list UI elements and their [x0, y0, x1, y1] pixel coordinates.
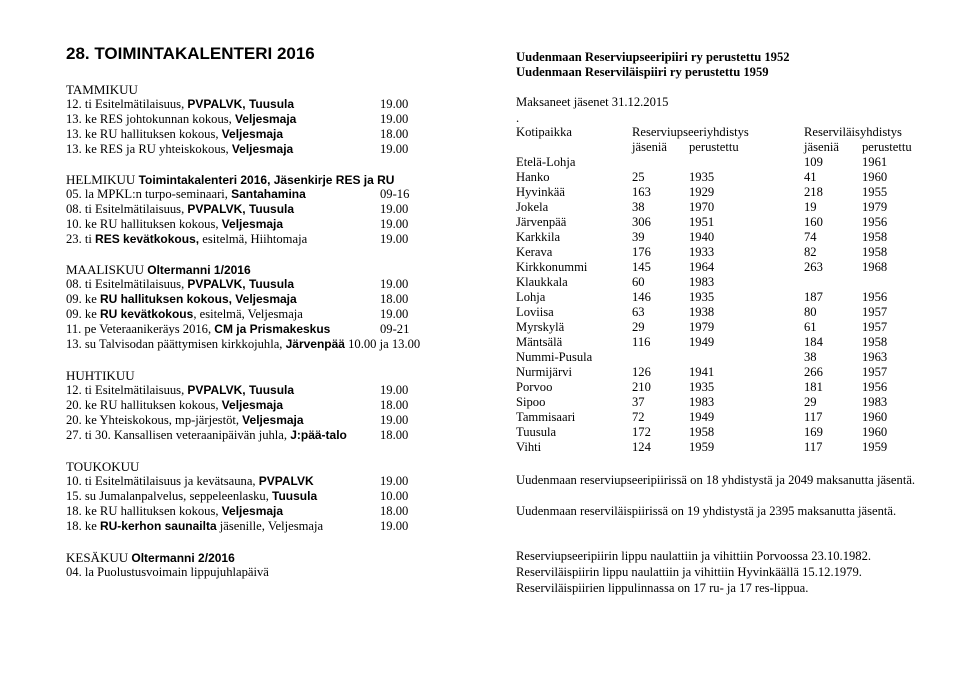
event-hl: Veljesmaja [221, 504, 284, 518]
cell-rl-perustettu: 1957 [862, 305, 888, 319]
cell-kotipaikka: Tuusula [516, 425, 557, 439]
month-section-maaliskuu [66, 262, 421, 352]
cell-ru-jaseniä: 116 [632, 335, 651, 349]
cell-ru-perustettu: 1935 [689, 380, 715, 394]
event-pre: 13. ke RES ja RU yhteiskokous, [66, 142, 232, 156]
month-name: MAALISKUU [66, 262, 148, 277]
cell-ru-perustettu: 1949 [689, 335, 715, 349]
event-item [66, 277, 409, 292]
event-time: 19.00 [380, 474, 409, 488]
cell-rl-jaseniä: 117 [804, 410, 823, 424]
cell-rl-jaseniä: 181 [804, 380, 823, 394]
cell-ru-perustettu: 1941 [689, 365, 715, 379]
event-hl: Järvenpää [285, 337, 345, 351]
cell-ru-jaseniä: 60 [632, 275, 645, 289]
event-time: 18.00 [380, 504, 409, 518]
cell-rl-jaseniä: 41 [804, 170, 817, 184]
cell-rl-perustettu: 1961 [862, 155, 888, 169]
cell-ru-jaseniä: 146 [632, 290, 651, 304]
event-hl: CM ja Prismakeskus [214, 322, 331, 336]
cell-rl-jaseniä: 263 [804, 260, 823, 274]
sub-jaseniä-ru: jäseniä [632, 140, 667, 154]
event-time: 19.00 [380, 307, 409, 321]
cell-ru-jaseniä: 306 [632, 215, 651, 229]
event-text [66, 307, 303, 322]
event-pre: 20. ke Yhteiskokous, mp-järjestöt, [66, 413, 243, 427]
cell-rl-perustettu: 1968 [862, 260, 888, 274]
cell-kotipaikka: Karkkila [516, 230, 561, 244]
event-time: 18.00 [380, 398, 409, 412]
event-time: 19.00 [380, 519, 409, 533]
cell-rl-perustettu: 1958 [862, 335, 888, 349]
event-pre: 18. ke RU hallituksen kokous, [66, 504, 222, 518]
event-pre: 15. su Jumalanpalvelus, seppeleenlasku, [66, 489, 273, 503]
flag-info-ru: Reserviupseeripiirin lippu naulattiin ja vihittiin Porvoossa 23.10.1982. [516, 549, 872, 563]
cell-kotipaikka: Klaukkala [516, 275, 568, 289]
event-text [66, 413, 304, 428]
event-text [66, 565, 269, 580]
cell-rl-jaseniä: 74 [804, 230, 817, 244]
flag-info [516, 548, 926, 596]
month-heading [66, 550, 235, 565]
event-time: 18.00 [380, 292, 409, 306]
table-row [516, 410, 936, 425]
event-text [66, 232, 307, 247]
summary-ru: Uudenmaan reserviupseeripiirissä on 18 yhdistystä ja 2049 maksanutta jäsentä. [516, 473, 916, 487]
event-pre: 13. ke RES johtokunnan kokous, [66, 112, 235, 126]
event-pre: 10. ti Esitelmätilaisuus ja kevätsauna, [66, 474, 259, 488]
event-pre: 27. ti 30. Kansallisen veteraanipäivän juhla, [66, 428, 291, 442]
cell-kotipaikka: Lohja [516, 290, 546, 304]
event-hl: RES kevätkokous, [95, 232, 200, 246]
event-item [66, 97, 409, 112]
cell-kotipaikka: Hyvinkää [516, 185, 565, 199]
event-hl: PVPALVK [258, 474, 314, 488]
cell-ru-jaseniä: 63 [632, 305, 645, 319]
event-item [66, 565, 269, 580]
members-paid-date: Maksaneet jäsenet 31.12.2015 [516, 95, 669, 109]
cell-ru-jaseniä: 29 [632, 320, 645, 334]
cell-kotipaikka: Kerava [516, 245, 553, 259]
cell-kotipaikka: Loviisa [516, 305, 554, 319]
cell-ru-perustettu: 1940 [689, 230, 715, 244]
event-time: 09-16 [380, 187, 410, 201]
col-kotipaikka: Kotipaikka [516, 125, 572, 139]
cell-kotipaikka: Mäntsälä [516, 335, 563, 349]
cell-ru-perustettu: 1959 [689, 440, 715, 454]
event-text [66, 398, 283, 413]
month-section-tammikuu [66, 82, 409, 157]
summary-rl: Uudenmaan reserviläispiirissä on 19 yhdistystä ja 2395 maksanutta jäsentä. [516, 504, 897, 518]
table-row [516, 290, 936, 305]
event-text [66, 142, 293, 157]
event-item [66, 413, 409, 428]
event-pre: 13. su Talvisodan päättymisen kirkkojuhla, [66, 337, 286, 351]
table-row [516, 380, 936, 395]
cell-rl-perustettu: 1955 [862, 185, 888, 199]
month-name: KESÄKUU [66, 550, 132, 565]
event-item [66, 292, 409, 307]
cell-kotipaikka: Etelä-Lohja [516, 155, 576, 169]
cell-rl-jaseniä: 266 [804, 365, 823, 379]
event-item [66, 127, 409, 142]
event-time: 18.00 [380, 428, 409, 442]
event-text [66, 292, 297, 307]
table-row [516, 275, 936, 290]
left-page [66, 0, 476, 677]
flag-info-count: Reserviläispiirien lippulinnassa on 17 ru- ja 17 res-lippua. [516, 581, 809, 595]
table-row [516, 305, 936, 320]
cell-rl-jaseniä: 160 [804, 215, 823, 229]
cell-rl-jaseniä: 117 [804, 440, 823, 454]
table-row [516, 395, 936, 410]
event-time: 09-21 [380, 322, 410, 336]
month-name: HELMIKUU [66, 172, 139, 187]
month-section-kesakuu [66, 550, 269, 580]
event-pre: 10. ke RU hallituksen kokous, [66, 217, 222, 231]
event-text [66, 97, 294, 112]
district-header-ru: Uudenmaan Reserviupseeripiiri ry perustettu 1952 [516, 50, 790, 64]
event-item [66, 398, 409, 413]
table-header-row [516, 125, 936, 140]
event-hl: PVPALVK, Tuusula [187, 277, 295, 291]
table-row [516, 425, 936, 440]
table-row [516, 245, 936, 260]
cell-kotipaikka: Kirkkonummi [516, 260, 588, 274]
event-item [66, 217, 409, 232]
cell-rl-perustettu: 1963 [862, 350, 888, 364]
cell-rl-jaseniä: 61 [804, 320, 817, 334]
sub-perustettu-ru: perustettu [689, 140, 739, 154]
cell-rl-jaseniä: 184 [804, 335, 823, 349]
cell-ru-jaseniä: 37 [632, 395, 645, 409]
col-reserviupseeriyhdistys: Reserviupseeriyhdistys [632, 125, 749, 139]
event-text [66, 428, 347, 443]
cell-ru-jaseniä: 39 [632, 230, 645, 244]
table-row [516, 260, 936, 275]
event-item [66, 337, 421, 352]
cell-rl-perustettu: 1979 [862, 200, 888, 214]
event-hl: PVPALVK, Tuusula [187, 383, 295, 397]
cell-ru-jaseniä: 38 [632, 200, 645, 214]
cell-rl-perustettu: 1960 [862, 410, 888, 424]
month-publication: Toimintakalenteri 2016, Jäsenkirje RES ja RU [138, 173, 395, 187]
page-title: 28. TOIMINTAKALENTERI 2016 [66, 44, 315, 63]
event-time: 19.00 [380, 277, 409, 291]
event-post: jäsenille, Veljesmaja [216, 519, 324, 533]
cell-rl-jaseniä: 38 [804, 350, 817, 364]
event-item [66, 489, 409, 504]
month-section-toukokuu [66, 459, 409, 534]
members-table [516, 125, 936, 455]
cell-ru-perustettu: 1983 [689, 395, 715, 409]
cell-kotipaikka: Järvenpää [516, 215, 567, 229]
table-row [516, 170, 936, 185]
event-hl: Veljesmaja [231, 142, 294, 156]
cell-rl-perustettu: 1960 [862, 170, 888, 184]
cell-kotipaikka: Jokela [516, 200, 549, 214]
right-page [516, 0, 936, 677]
cell-rl-perustettu: 1960 [862, 425, 888, 439]
event-text [66, 127, 283, 142]
cell-ru-perustettu: 1958 [689, 425, 715, 439]
event-item [66, 428, 409, 443]
cell-ru-jaseniä: 72 [632, 410, 645, 424]
event-pre: 18. ke [66, 519, 100, 533]
event-text [66, 504, 283, 519]
cell-kotipaikka: Nurmijärvi [516, 365, 572, 379]
event-hl: RU kevätkokous [99, 307, 194, 321]
cell-kotipaikka: Tammisaari [516, 410, 576, 424]
event-text [66, 217, 283, 232]
event-time: 19.00 [380, 142, 409, 156]
cell-ru-jaseniä: 172 [632, 425, 651, 439]
event-hl: Tuusula [272, 489, 318, 503]
event-hl: RU-kerhon saunailta [99, 519, 217, 533]
month-name: TAMMIKUU [66, 82, 138, 97]
cell-ru-perustettu: 1983 [689, 275, 715, 289]
event-pre: 23. ti [66, 232, 96, 246]
month-name: HUHTIKUU [66, 368, 135, 383]
cell-rl-jaseniä: 29 [804, 395, 817, 409]
event-time: 19.00 [380, 232, 409, 246]
cell-ru-perustettu: 1979 [689, 320, 715, 334]
event-pre: 12. ti Esitelmätilaisuus, [66, 97, 188, 111]
table-subheader-row [516, 140, 936, 155]
event-hl: RU hallituksen kokous, Veljesmaja [99, 292, 297, 306]
event-hl: J:pää-talo [290, 428, 347, 442]
cell-ru-jaseniä: 210 [632, 380, 651, 394]
cell-ru-perustettu: 1964 [689, 260, 715, 274]
cell-ru-jaseniä: 176 [632, 245, 651, 259]
event-item [66, 504, 409, 519]
table-row [516, 350, 936, 365]
sub-perustettu-rl: perustettu [862, 140, 912, 154]
table-row [516, 155, 936, 170]
table-row [516, 185, 936, 200]
event-pre: 13. ke RU hallituksen kokous, [66, 127, 222, 141]
cell-kotipaikka: Vihti [516, 440, 542, 454]
cell-rl-jaseniä: 169 [804, 425, 823, 439]
event-pre: 08. ti Esitelmätilaisuus, [66, 202, 188, 216]
month-heading [66, 172, 394, 187]
cell-ru-perustettu: 1938 [689, 305, 715, 319]
event-item [66, 307, 409, 322]
month-heading [66, 262, 251, 277]
event-item [66, 202, 409, 217]
event-text [66, 277, 294, 292]
table-row [516, 335, 936, 350]
event-hl: PVPALVK, Tuusula [187, 97, 295, 111]
dot: . [516, 111, 520, 125]
event-hl: Santahamina [231, 187, 306, 201]
event-item [66, 112, 409, 127]
event-pre: 20. ke RU hallituksen kokous, [66, 398, 222, 412]
event-pre: 08. ti Esitelmätilaisuus, [66, 277, 188, 291]
event-item [66, 474, 409, 489]
event-time: 19.00 [380, 202, 409, 216]
event-text [66, 337, 420, 352]
cell-ru-jaseniä: 163 [632, 185, 651, 199]
cell-ru-perustettu: 1949 [689, 410, 715, 424]
cell-ru-perustettu: 1951 [689, 215, 715, 229]
event-post: , esitelmä, Veljesmaja [193, 307, 303, 321]
cell-ru-jaseniä: 124 [632, 440, 651, 454]
event-text [66, 489, 317, 504]
district-header-rl: Uudenmaan Reserviläispiiri ry perustettu 1959 [516, 65, 769, 79]
table-row [516, 215, 936, 230]
event-text [66, 322, 330, 337]
cell-rl-jaseniä: 80 [804, 305, 817, 319]
col-reservilaisyhdistys: Reserviläisyhdistys [804, 125, 902, 139]
event-pre: 05. la MPKL:n turpo-seminaari, [66, 187, 232, 201]
cell-kotipaikka: Nummi-Pusula [516, 350, 593, 364]
table-row [516, 230, 936, 245]
event-item [66, 519, 409, 534]
month-heading [66, 368, 135, 383]
event-text [66, 474, 314, 489]
event-text [66, 112, 296, 127]
table-row [516, 200, 936, 215]
event-time: 10.00 [380, 489, 409, 503]
event-time: 19.00 [380, 383, 409, 397]
cell-rl-perustettu: 1958 [862, 230, 888, 244]
table-row [516, 320, 936, 335]
event-item [66, 232, 409, 247]
event-time: 19.00 [380, 112, 409, 126]
event-time: 19.00 [380, 413, 409, 427]
cell-ru-jaseniä: 145 [632, 260, 651, 274]
cell-kotipaikka: Myrskylä [516, 320, 565, 334]
flag-info-rl: Reserviläispiirin lippu naulattiin ja vihittiin Hyvinkäällä 15.12.1979. [516, 565, 862, 579]
event-hl: PVPALVK, Tuusula [187, 202, 295, 216]
event-post: esitelmä, Hiihtomaja [199, 232, 308, 246]
cell-ru-perustettu: 1935 [689, 170, 715, 184]
event-text [66, 187, 306, 202]
cell-ru-perustettu: 1929 [689, 185, 715, 199]
event-time: 18.00 [380, 127, 409, 141]
cell-rl-jaseniä: 218 [804, 185, 823, 199]
event-time: 19.00 [380, 217, 409, 231]
table-body [516, 155, 936, 455]
cell-ru-perustettu: 1933 [689, 245, 715, 259]
cell-rl-jaseniä: 82 [804, 245, 817, 259]
event-hl: Veljesmaja [221, 217, 284, 231]
month-heading [66, 82, 138, 97]
month-publication: Oltermanni 2/2016 [131, 551, 235, 565]
event-hl: Veljesmaja [221, 398, 284, 412]
event-item [66, 383, 409, 398]
cell-rl-perustettu: 1956 [862, 380, 888, 394]
event-hl: Veljesmaja [221, 127, 284, 141]
cell-kotipaikka: Porvoo [516, 380, 553, 394]
event-pre: 09. ke [66, 307, 100, 321]
event-pre: 11. pe Veteraanikeräys 2016, [66, 322, 215, 336]
event-item [66, 142, 409, 157]
month-section-helmikuu [66, 172, 410, 247]
sub-jaseniä-rl: jäseniä [804, 140, 839, 154]
event-item [66, 187, 410, 202]
event-text [66, 202, 294, 217]
table-row [516, 365, 936, 380]
table-row [516, 440, 936, 455]
event-hl: Veljesmaja [234, 112, 297, 126]
cell-rl-perustettu: 1957 [862, 365, 888, 379]
cell-ru-jaseniä: 25 [632, 170, 645, 184]
cell-ru-perustettu: 1935 [689, 290, 715, 304]
cell-rl-perustettu: 1956 [862, 215, 888, 229]
event-pre: 12. ti Esitelmätilaisuus, [66, 383, 188, 397]
cell-rl-perustettu: 1958 [862, 245, 888, 259]
cell-kotipaikka: Sipoo [516, 395, 546, 409]
cell-rl-jaseniä: 19 [804, 200, 817, 214]
event-time: 19.00 [380, 97, 409, 111]
month-publication: Oltermanni 1/2016 [147, 263, 251, 277]
cell-rl-perustettu: 1983 [862, 395, 888, 409]
cell-rl-perustettu: 1957 [862, 320, 888, 334]
month-name: TOUKOKUU [66, 459, 140, 474]
event-pre: 09. ke [66, 292, 100, 306]
event-hl: Veljesmaja [242, 413, 304, 427]
cell-ru-jaseniä: 126 [632, 365, 651, 379]
event-text [66, 383, 294, 398]
cell-rl-perustettu: 1959 [862, 440, 888, 454]
event-post: 10.00 ja 13.00 [344, 337, 421, 351]
event-pre: 04. la Puolustusvoimain lippujuhlapäivä [66, 565, 269, 579]
event-text [66, 519, 323, 534]
month-section-huhtikuu [66, 368, 409, 443]
cell-rl-jaseniä: 109 [804, 155, 823, 169]
cell-rl-perustettu: 1956 [862, 290, 888, 304]
cell-ru-perustettu: 1970 [689, 200, 715, 214]
month-heading [66, 459, 139, 474]
district-header [516, 50, 790, 80]
cell-rl-jaseniä: 187 [804, 290, 823, 304]
cell-kotipaikka: Hanko [516, 170, 550, 184]
event-item [66, 322, 410, 337]
